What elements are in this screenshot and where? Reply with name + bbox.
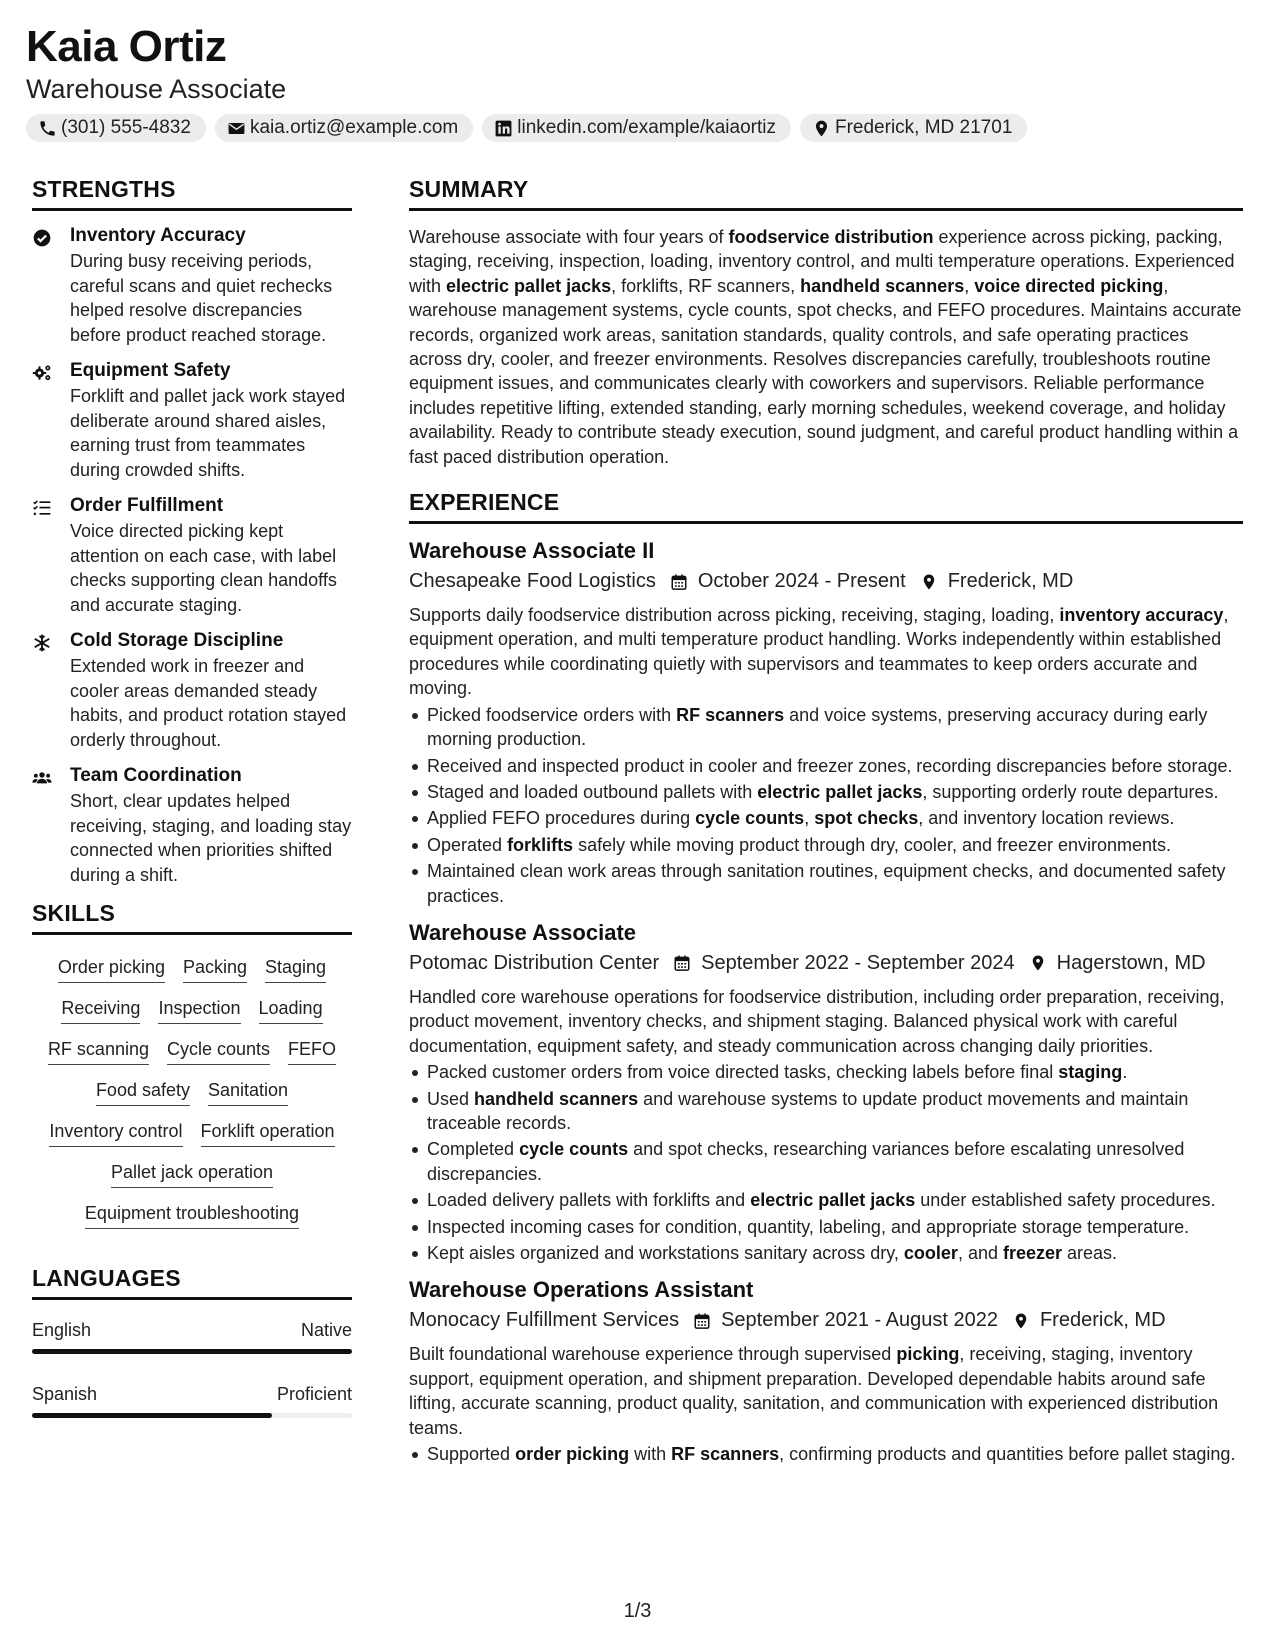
contact-location-text: Frederick, MD 21701 — [834, 117, 1013, 138]
contact-email-text: kaia.ortiz@example.com — [249, 117, 459, 138]
skill-tag: Inventory control — [49, 1119, 182, 1147]
map-pin-icon — [1012, 1312, 1030, 1330]
job-bullets — [409, 703, 1243, 908]
language-level: Native — [300, 1320, 352, 1340]
job-meta — [409, 952, 1243, 975]
skills-list — [32, 951, 352, 1229]
strength-desc: Extended work in freezer and cooler areas demanded steady habits, and product rotation stayed orderly throughout. — [70, 656, 347, 750]
page-number: 1/3 — [623, 1600, 652, 1622]
summary-text: Warehouse associate with four years of foodservice distribution experience across picking, packing, staging, receiving, inspection, loading, inventory control, and multi temperature operations. Experienced with electric pallet jacks, forklifts, RF scanners, handheld scanners, voice directed picking, warehouse management systems, cycle counts, spot checks, and FEFO procedures. Maintains accurate records, organized work areas, sanitation standards, quality controls, and safe operating practices across dry, cooler, and freezer environments. Resolves discrepancies carefully, troubleshoots routine equipment issues, and communicates clearly with coworkers and supervisors. Reliable performance includes repetitive lifting, extended standing, early morning schedules, weekend coverage, and holiday availability. Ready to contribute steady execution, sound judgment, and careful product handling within a fast paced distribution operation. — [409, 227, 1242, 467]
skill-tag: Loading — [259, 996, 323, 1024]
language-item — [32, 1320, 352, 1354]
job-bullet: Applied FEFO procedures during cycle counts, spot checks, and inventory location reviews. — [409, 806, 1243, 830]
job-bullet: Completed cycle counts and spot checks, researching variances before escalating unresolved discrepancies. — [409, 1137, 1243, 1186]
calendar-icon — [693, 1312, 711, 1330]
contact-bar — [26, 114, 1027, 142]
strength-item — [32, 360, 352, 482]
envelope-icon — [227, 119, 246, 138]
languages-heading: LANGUAGES — [32, 1265, 352, 1300]
job-meta — [409, 570, 1243, 593]
job-bullet: Picked foodservice orders with RF scanners and voice systems, preserving accuracy during early morning production. — [409, 703, 1243, 752]
skill-tag: Food safety — [96, 1078, 190, 1106]
contact-location — [800, 114, 1027, 142]
job-bullet: Inspected incoming cases for condition, quantity, labeling, and appropriate storage temperature. — [409, 1215, 1243, 1239]
strength-title: Inventory Accuracy — [70, 225, 246, 246]
strength-title: Cold Storage Discipline — [70, 630, 284, 651]
phone-icon — [38, 119, 57, 138]
job-bullets — [409, 1060, 1243, 1265]
map-pin-icon — [1029, 954, 1047, 972]
job-title: Warehouse Operations Assistant — [409, 1277, 754, 1303]
skill-tag: Cycle counts — [167, 1037, 270, 1065]
left-column — [32, 176, 352, 1438]
strength-desc: Voice directed picking kept attention on each case, with label checks supporting clean handoffs and accurate staging. — [70, 521, 337, 615]
job-bullets — [409, 1442, 1243, 1466]
job-entry — [409, 920, 1243, 1265]
job-bullet: Operated forklifts safely while moving product through dry, cooler, and freezer environments. — [409, 833, 1243, 857]
people-group-icon — [32, 768, 52, 788]
strength-desc: Short, clear updates helped receiving, staging, and loading stay connected when priorities shifted during a shift. — [70, 791, 352, 885]
contact-linkedin[interactable] — [482, 114, 791, 142]
language-bar-fill — [32, 1413, 272, 1418]
skill-tag: FEFO — [288, 1037, 336, 1065]
job-bullet: Kept aisles organized and workstations sanitary across dry, cooler, and freezer areas. — [409, 1241, 1243, 1265]
job-bullet: Loaded delivery pallets with forklifts and electric pallet jacks under established safety procedures. — [409, 1188, 1243, 1212]
list-check-icon — [32, 498, 52, 518]
linkedin-icon — [494, 119, 513, 138]
language-bar-fill — [32, 1349, 352, 1354]
strength-item — [32, 765, 352, 887]
skill-tag: Order picking — [58, 955, 165, 983]
job-description: Supports daily foodservice distribution across picking, receiving, staging, loading, inventory accuracy, equipment operation, and multi temperature product handling. Works independently within established procedures while coordinating quietly with supervisors and teammates to keep orders accurate and moving. — [409, 605, 1229, 699]
job-bullet: Staged and loaded outbound pallets with electric pallet jacks, supporting orderly route departures. — [409, 780, 1243, 804]
job-location: Frederick, MD — [947, 570, 1074, 593]
contact-phone[interactable] — [26, 114, 206, 142]
language-item — [32, 1384, 352, 1418]
job-meta — [409, 1309, 1243, 1332]
contact-phone-text: (301) 555-4832 — [61, 117, 191, 138]
map-pin-icon — [920, 573, 938, 591]
job-title: Warehouse Associate — [409, 919, 637, 945]
experience-heading: EXPERIENCE — [409, 489, 1243, 524]
job-dates: September 2021 - August 2022 — [721, 1309, 998, 1332]
strength-desc: During busy receiving periods, careful scans and quiet rechecks helped resolve discrepancies before product reached storage. — [70, 251, 333, 345]
skill-tag: Sanitation — [208, 1078, 288, 1106]
job-bullet: Used handheld scanners and warehouse systems to update product movements and maintain traceable records. — [409, 1087, 1243, 1136]
job-bullet: Packed customer orders from voice directed tasks, checking labels before final staging. — [409, 1060, 1243, 1084]
job-title: Warehouse Associate II — [409, 538, 655, 564]
experience-list — [409, 538, 1243, 1466]
job-dates: September 2022 - September 2024 — [701, 951, 1015, 974]
strength-title: Equipment Safety — [70, 360, 231, 381]
candidate-title: Warehouse Associate — [26, 74, 287, 104]
language-name: English — [32, 1320, 92, 1340]
job-location: Frederick, MD — [1039, 1309, 1166, 1332]
job-company: Potomac Distribution Center — [409, 951, 660, 974]
calendar-icon — [670, 573, 688, 591]
strength-title: Order Fulfillment — [70, 495, 224, 516]
strength-item — [32, 495, 352, 617]
job-dates: October 2024 - Present — [697, 570, 906, 593]
skill-tag: Forklift operation — [201, 1119, 335, 1147]
contact-email[interactable] — [215, 114, 473, 142]
language-name: Spanish — [32, 1384, 98, 1404]
job-location: Hagerstown, MD — [1056, 951, 1206, 974]
job-bullet: Maintained clean work areas through sanitation routines, equipment checks, and documented safety practices. — [409, 859, 1243, 908]
right-column — [409, 176, 1243, 1478]
job-description: Built foundational warehouse experience through supervised picking, receiving, staging, inventory support, equipment operation, and shipment preparation. Developed dependable habits around safe lifting, accurate scanning, product quality, sanitation, and communication with experienced distribution teams. — [409, 1344, 1219, 1438]
strength-desc: Forklift and pallet jack work stayed deliberate around shared aisles, earning trust from teammates during crowded shifts. — [70, 386, 346, 480]
summary-heading: SUMMARY — [409, 176, 1243, 211]
job-company: Chesapeake Food Logistics — [409, 570, 656, 593]
job-company: Monocacy Fulfillment Services — [409, 1309, 680, 1332]
calendar-icon — [673, 954, 691, 972]
job-description: Handled core warehouse operations for foodservice distribution, including order preparation, receiving, product movement, inventory checks, and shipment staging. Balanced physical work with careful documentation, equipment safety, and steady communication across changing daily priorities. — [409, 986, 1225, 1056]
job-entry — [409, 538, 1243, 908]
skill-tag: Pallet jack operation — [111, 1160, 273, 1188]
skill-tag: Equipment troubleshooting — [85, 1201, 299, 1229]
job-bullet: Supported order picking with RF scanners, confirming products and quantities before pallet staging. — [409, 1442, 1243, 1466]
candidate-name: Kaia Ortiz — [26, 22, 227, 71]
language-bar — [32, 1349, 352, 1354]
language-level: Proficient — [276, 1384, 352, 1404]
strength-item — [32, 225, 352, 347]
strengths-heading: STRENGTHS — [32, 176, 352, 211]
check-circle-icon — [32, 228, 52, 248]
job-entry — [409, 1277, 1243, 1466]
skill-tag: RF scanning — [48, 1037, 149, 1065]
skills-heading: SKILLS — [32, 900, 352, 935]
snowflake-icon — [32, 633, 52, 653]
skill-tag: Receiving — [61, 996, 140, 1024]
gears-icon — [32, 363, 52, 383]
contact-linkedin-text: linkedin.com/example/kaiaortiz — [517, 117, 776, 138]
skill-tag: Staging — [265, 955, 326, 983]
map-pin-icon — [812, 119, 831, 138]
strength-item — [32, 630, 352, 752]
strength-title: Team Coordination — [70, 765, 242, 786]
skill-tag: Inspection — [158, 996, 240, 1024]
skill-tag: Packing — [183, 955, 247, 983]
language-bar — [32, 1413, 352, 1418]
job-bullet: Received and inspected product in cooler and freezer zones, recording discrepancies before storage. — [409, 754, 1243, 778]
